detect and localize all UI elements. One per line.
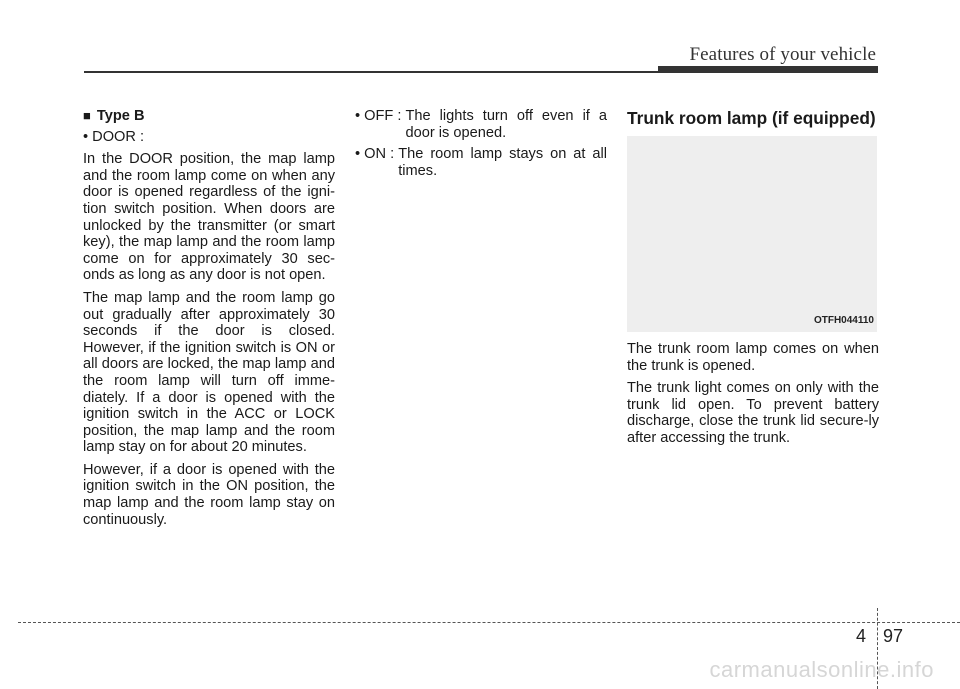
section-title: Type B <box>96 108 145 124</box>
list-item-off <box>355 108 607 141</box>
header-rule-accent <box>658 66 878 73</box>
door-bullet: • DOOR : <box>83 128 145 145</box>
section-heading-trunk-room-lamp: Trunk room lamp (if equipped) <box>627 108 876 128</box>
figure-code: OTFH044110 <box>813 315 874 327</box>
paragraph: In the DOOR position, the map lamp and the room lamp come on when any door is opened regardless of the igni-tion switch position. When doors are unlocked by the transmitter (or smart key), the map lamp and the room lamp come on for approximately 30 sec-onds as long as any door is not open. <box>83 151 335 284</box>
header-rule <box>84 71 658 73</box>
list-item-text: The room lamp stays on at all times. <box>398 146 607 179</box>
page-header-title: Features of your vehicle <box>689 44 876 65</box>
watermark: carmanualsonline.info <box>709 657 934 682</box>
list-item-lead: • ON : <box>355 146 399 163</box>
trunk-lamp-figure <box>627 136 877 332</box>
chapter-number: 4 <box>856 626 867 646</box>
column-left <box>83 108 335 534</box>
square-bullet-icon: ■ <box>83 108 91 123</box>
list-item-text: The lights turn off even if a door is opened. <box>405 108 607 141</box>
paragraph: However, if a door is opened with the ignition switch in the ON position, the map lamp and the room lamp stay on continuously. <box>83 461 335 528</box>
section-heading-type-b <box>83 108 335 125</box>
paragraph: The map lamp and the room lamp go out gradually after approximately 30 seconds if the door is closed. However, if the ignition switch is ON or all doors are locked, the map lamp and the room lamp will turn off imme-diately. If a door is opened with the ignition switch in the ACC or LOCK position, the map lamp and the room lamp stay on for about 20 minutes. <box>83 289 335 456</box>
column-middle <box>355 108 607 184</box>
page-number: 97 <box>883 626 904 646</box>
paragraph: The trunk room lamp comes on when the trunk is opened. <box>627 341 879 374</box>
list-item-lead: • OFF : <box>355 108 406 124</box>
footer-rule <box>18 622 960 623</box>
list-item-on <box>355 146 607 179</box>
column-right <box>627 108 879 453</box>
paragraph: The trunk light comes on only with the trunk lid open. To prevent battery discharge, close the trunk lid secure-ly after accessing the trunk. <box>627 380 879 446</box>
